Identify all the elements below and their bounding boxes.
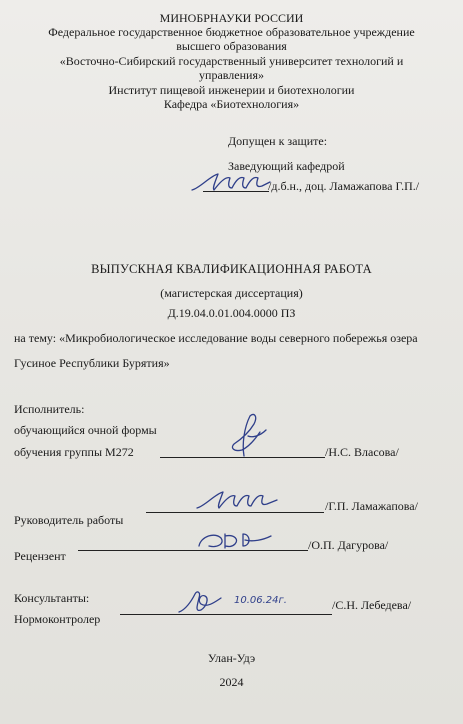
- head-of-department-label: Заведующий кафедрой: [228, 159, 345, 173]
- department-line: Кафедра «Биотехнология»: [163, 97, 300, 111]
- student-name: /Н.С. Власова/: [325, 445, 399, 459]
- university-line-1: «Восточно-Сибирский государственный университет технологий и: [59, 54, 404, 68]
- topic-line-2: Гусиное Республики Бурятия»: [14, 356, 170, 370]
- student-form-line: обучающийся очной формы: [14, 423, 157, 437]
- student-group-line: обучения группы М272: [14, 445, 134, 459]
- normcontroller-signature-line: [120, 614, 332, 615]
- student-signature: [220, 410, 270, 460]
- federal-institution-line-2: высшего образования: [176, 39, 287, 53]
- head-signature: [190, 170, 275, 196]
- normcontroller-label: Нормоконтролер: [14, 612, 101, 626]
- admitted-label: Допущен к защите:: [228, 134, 328, 148]
- institute-line: Институт пищевой инженерии и биотехнологии: [108, 83, 355, 97]
- supervisor-signature: [195, 488, 280, 514]
- city: Улан-Удэ: [207, 651, 256, 665]
- federal-institution-line-1: Федеральное государственное бюджетное образовательное учреждение: [48, 25, 415, 39]
- topic-line-1: на тему: «Микробиологическое исследование воды северного побережья озера: [14, 331, 418, 345]
- supervisor-name: /Г.П. Ламажапова/: [325, 499, 418, 513]
- reviewer-label: Рецензент: [14, 549, 66, 563]
- year: 2024: [219, 675, 244, 689]
- document-subtitle: (магистерская диссертация): [160, 286, 303, 300]
- ministry-line: МИНОБРНАУКИ РОССИИ: [159, 11, 304, 25]
- normcontroller-date: 10.06.24г.: [234, 595, 287, 606]
- reviewer-name: /О.П. Дагурова/: [308, 538, 389, 552]
- normcontroller-name: /С.Н. Лебедева/: [332, 598, 412, 612]
- reviewer-signature: [195, 528, 275, 552]
- consultants-label: Консультанты:: [14, 591, 90, 605]
- document-code: Д.19.04.0.01.004.0000 ПЗ: [167, 306, 296, 320]
- performer-label: Исполнитель:: [14, 402, 85, 416]
- supervisor-label: Руководитель работы: [14, 513, 124, 527]
- normcontroller-signature: [175, 588, 225, 618]
- document-title: ВЫПУСКНАЯ КВАЛИФИКАЦИОННАЯ РАБОТА: [91, 262, 372, 276]
- university-line-2: управления»: [199, 68, 264, 82]
- head-of-department-name: /д.б.н., доц. Ламажапова Г.П./: [268, 179, 420, 193]
